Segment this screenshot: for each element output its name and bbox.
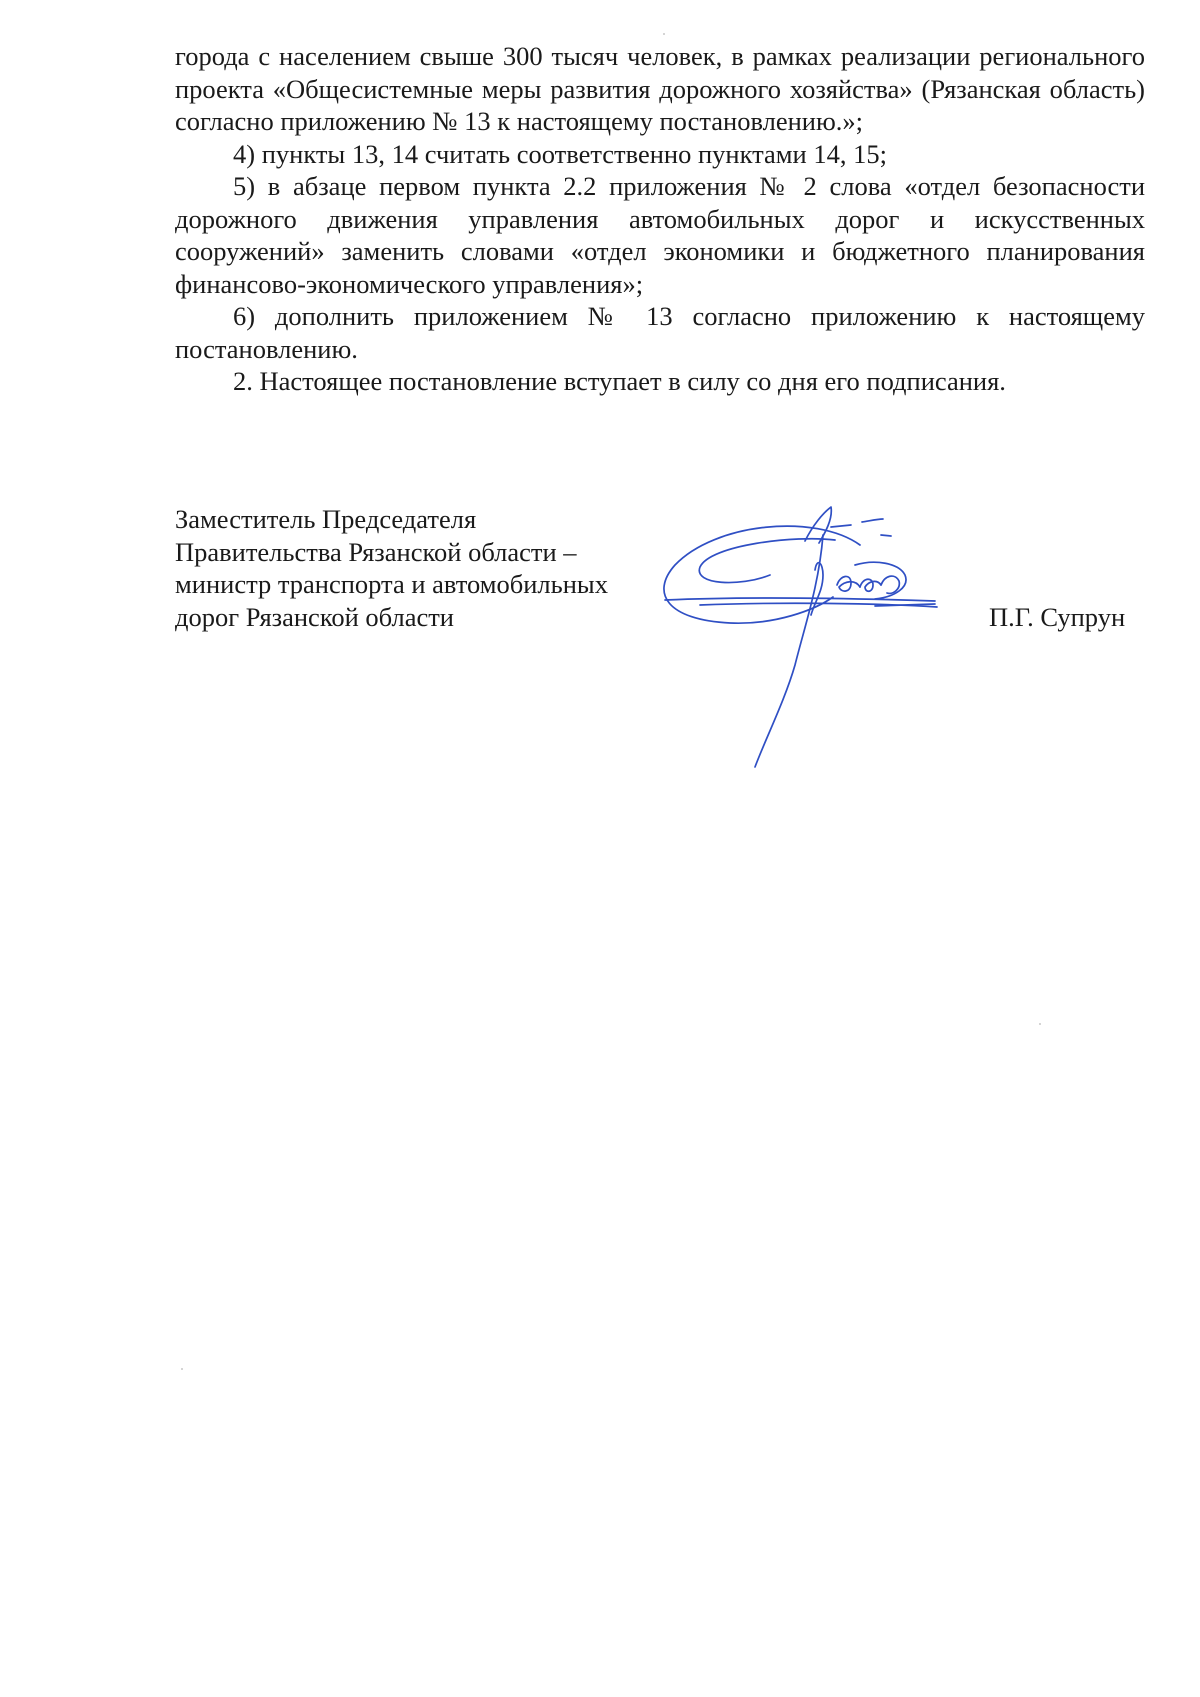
paragraph-continuation: города с населением свыше 300 тысяч человек, в рамках реализации регионального проекта «Общесистемные меры развития дорожного хозяйства» (Рязанская область) согласно приложению № 13 к настоящему постановлению.»; xyxy=(175,41,1145,136)
paragraph-item-6: 6) дополнить приложением № 13 согласно приложению к настоящему постановлению. xyxy=(175,301,1145,364)
scan-speck xyxy=(1039,1023,1041,1025)
signatory-position-line: дорог Рязанской области xyxy=(175,601,454,632)
paragraph-item-5: 5) в абзаце первом пункта 2.2 приложения № 2 слова «отдел безопасности дорожного движения управления автомобильных дорог и искусственных сооружений» заменить словами «отдел экономики и бюджетного планирования финансово-экономического управления»; xyxy=(175,171,1145,299)
signatory-position-line: министр транспорта и автомобильных xyxy=(175,569,608,599)
paragraph-point-2: 2. Настоящее постановление вступает в силу со дня его подписания. xyxy=(233,366,1006,396)
paragraph-item-4: 4) пункты 13, 14 считать соответственно пунктами 14, 15; xyxy=(233,138,887,169)
signatory-position xyxy=(175,503,645,633)
scan-speck xyxy=(663,33,665,35)
handwritten-signature xyxy=(655,505,1035,775)
signatory-name: П.Г. Супрун xyxy=(989,602,1126,632)
signatory-position-line: Заместитель Председателя xyxy=(175,504,477,534)
document-body xyxy=(175,40,1145,398)
signatory-position-line: Правительства Рязанской области – xyxy=(175,536,577,567)
scan-speck xyxy=(181,1368,183,1370)
